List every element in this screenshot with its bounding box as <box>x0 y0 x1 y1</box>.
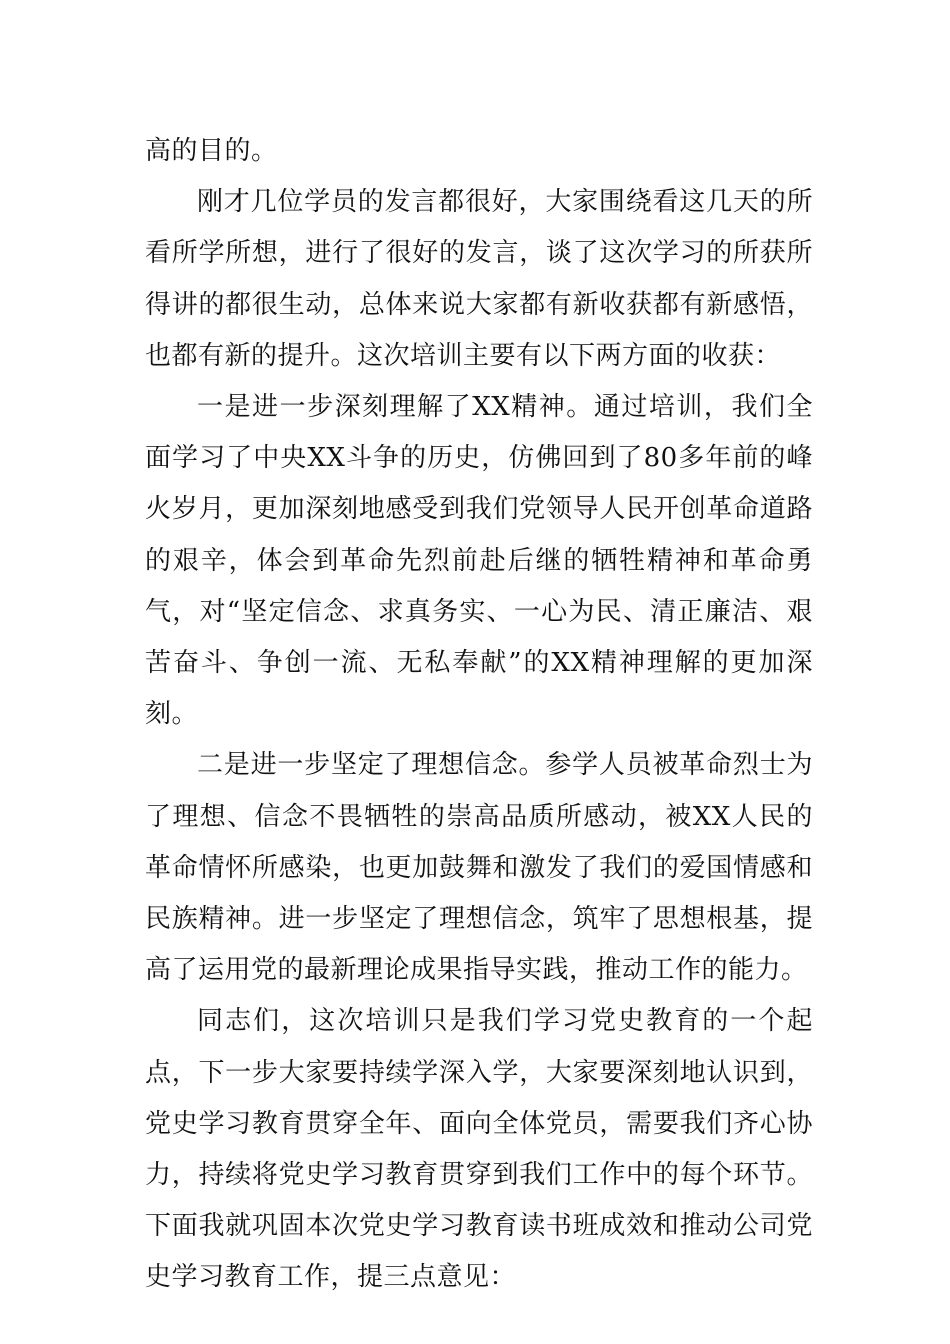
paragraph-speech-summary: 刚才几位学员的发言都很好，大家围绕看这几天的所看所学所想，进行了很好的发言，谈了这次学习的所获所得讲的都很生动，总体来说大家都有新收获都有新感悟，也都有新的提升。这次培训主要有以下两方面的收获： <box>145 187 813 371</box>
paragraph-next-steps: 同志们，这次培训只是我们学习党史教育的一个起点，下一步大家要持续学深入学，大家要深刻地认识到，党史学习教育贯穿全年、面向全体党员，需要我们齐心协力，持续将党史学习教育贯穿到我们工作中的每个环节。下面我就巩固本次党史学习教育读书班成效和推动公司党史学习教育工作，提三点意见： <box>145 1006 813 1293</box>
paragraph-gain-one: 一是进一步深刻理解了XX精神。通过培训，我们全面学习了中央XX斗争的历史，仿佛回到了80多年前的峰火岁月，更加深刻地感受到我们党领导人民开创革命道路的艰辛，体会到革命先烈前赴后继的牺牲精神和革命勇气，对“坚定信念、求真务实、一心为民、清正廉洁、艰苦奋斗、争创一流、无私奉献”的XX精神理解的更加深刻。 <box>145 392 813 730</box>
paragraph-continuation: 高的目的。 <box>145 136 278 166</box>
paragraph-gain-two: 二是进一步坚定了理想信念。参学人员被革命烈士为了理想、信念不畏牺牲的崇高品质所感动，被XX人民的革命情怀所感染，也更加鼓舞和激发了我们的爱国情感和民族精神。进一步坚定了理想信念，筑牢了思想根基，提高了运用党的最新理论成果指导实践，推动工作的能力。 <box>145 750 813 986</box>
document-body <box>145 126 813 1304</box>
